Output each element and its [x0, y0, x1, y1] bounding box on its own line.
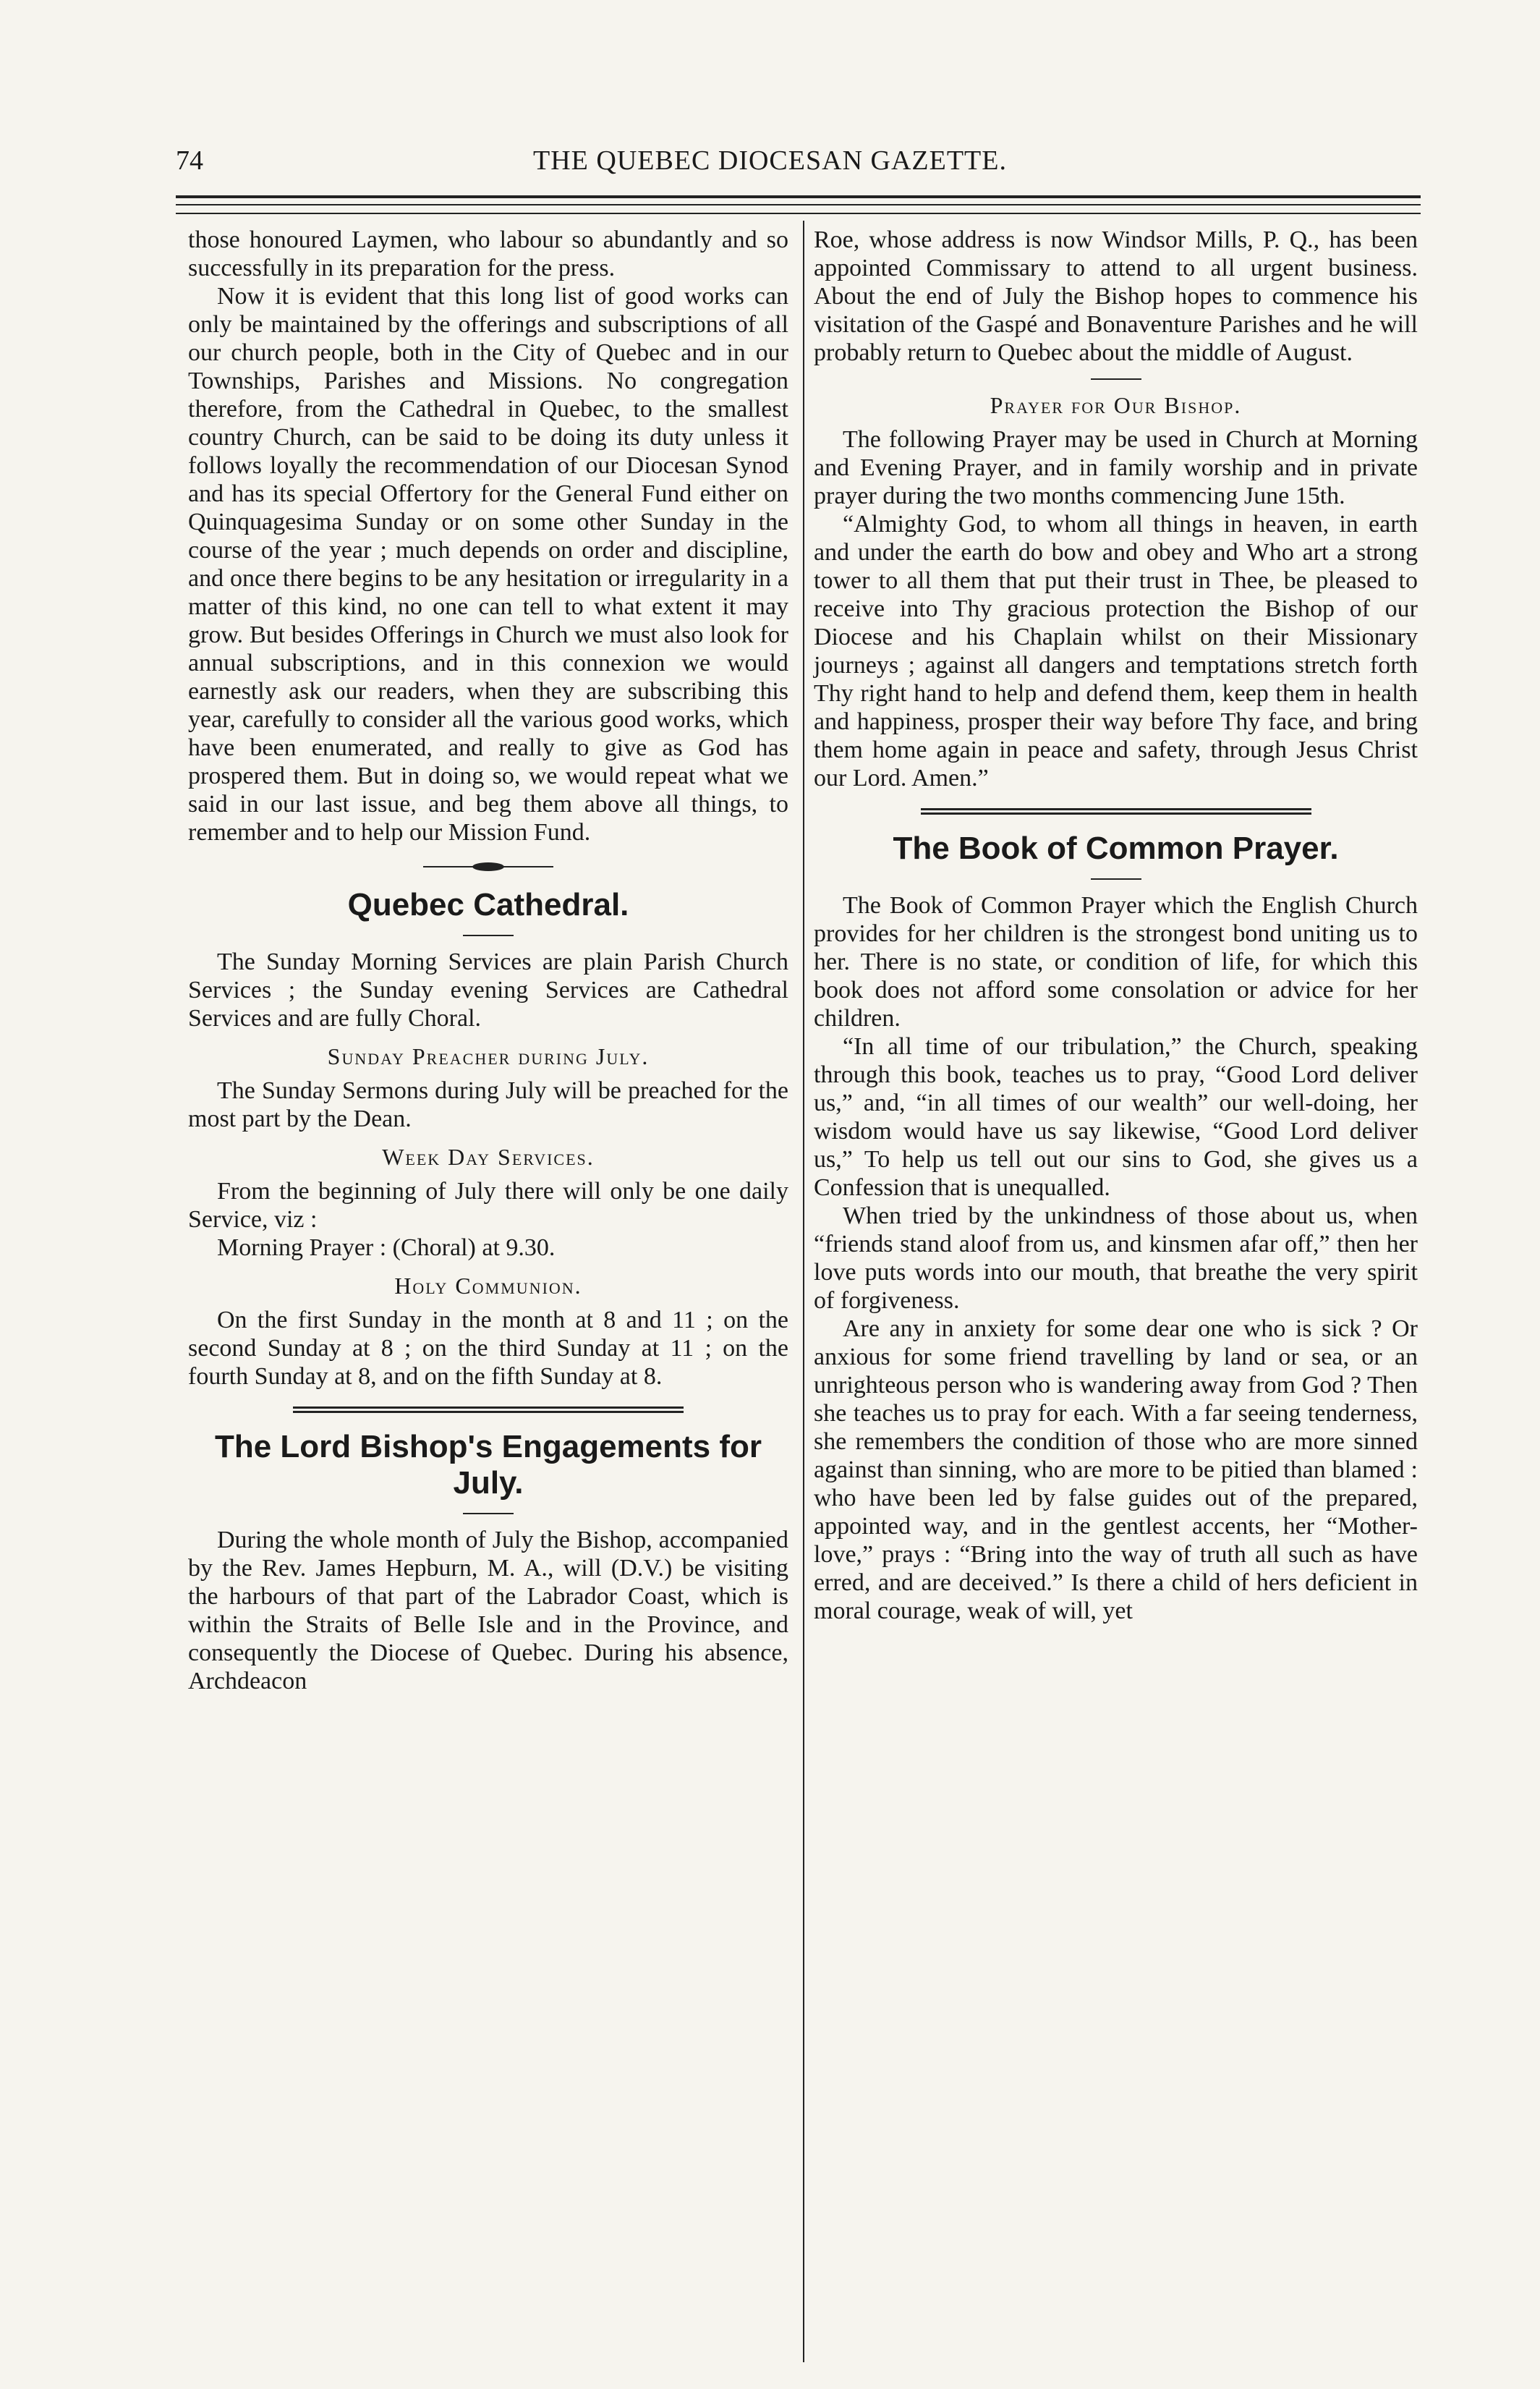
short-rule	[463, 1513, 514, 1514]
right-para-1: Roe, whose address is now Windsor Mills, P. Q., has been appointed Commissary to attend to all urgent business. About the end of July the Bishop hopes to commence his visitation of the Gaspé and Bonaventure Parishes and he will probably return to Quebec about the middle of August.	[814, 226, 1418, 366]
bcp-para-2: “In all time of our tribulation,” the Church, speaking through this book, teaches us to pray, “Good Lord deliver us,” and, “in all times of our wealth” our well-doing, her wisdom would have us say likewise, “Good Lord deliver us,” To help us tell out our sins to God, she gives us a Confession that is unequalled.	[814, 1033, 1418, 1201]
double-rule	[293, 1406, 684, 1413]
left-para-2: Now it is evident that this long list of good works can only be maintained by the offerings and subscriptions of all our church people, both in the City of Quebec and in our Townships, Parishes and Missions. No congregation therefore, from the Cathedral in Quebec, to the smallest country Church, can be said to be doing its duty unless it follows loyally the recommendation of our Diocesan Synod and has its special Offertory for the General Fund either on Quinquagesima Sunday or on some other Sunday in the course of the year ; much depends on order and discipline, and once there begins to be any hesitation or irregularity in a matter of this kind, no one can tell to what extent it may grow. But besides Offerings in Church we must also look for annual subscriptions, and in this connexion we would earnestly ask our readers, when they are subscribing this year, carefully to consider all the various good works, which have been enumerated, and really to give as God has prospered them. But in doing so, we would repeat what we said in our last issue, and beg them above all things, to remember and to help our Mission Fund.	[188, 283, 788, 846]
right-column	[814, 226, 1418, 1625]
bcp-heading: The Book of Common Prayer.	[893, 831, 1339, 866]
running-title: THE QUEBEC DIOCESAN GAZETTE.	[533, 145, 1007, 176]
left-column	[188, 226, 788, 1695]
short-rule	[1091, 378, 1141, 380]
weekday-subhead: Week Day Services.	[382, 1144, 595, 1170]
bishop-para: During the whole month of July the Bishop, accompanied by the Rev. James Hepburn, M. A., will (D.V.) be visiting the harbours of that part of the Labrador Coast, which is within the Straits of Belle Isle and in the Province, and consequently the Diocese of Quebec. During his absence, Archdeacon	[188, 1527, 788, 1694]
double-rule	[921, 808, 1311, 815]
short-rule	[1091, 878, 1141, 880]
prayer-subhead: Prayer for Our Bishop.	[990, 392, 1242, 418]
weekday-para: From the beginning of July there will only be one daily Service, viz :	[188, 1178, 788, 1233]
column-divider	[803, 221, 804, 2362]
communion-para: On the first Sunday in the month at 8 and 11 ; on the second Sunday at 8 ; on the third Sunday at 11 ; on the fourth Sunday at 8, and on the fifth Sunday at 8.	[188, 1307, 788, 1390]
weekday-service-line: Morning Prayer : (Choral) at 9.30.	[217, 1234, 556, 1261]
bcp-para-3: When tried by the unkindness of those about us, when “friends stand aloof from us, and kinsmen afar off,” then her love puts words into our mouth, that breathe the very spirit of forgiveness.	[814, 1202, 1418, 1314]
header-rule-2	[176, 204, 1421, 205]
short-rule	[463, 935, 514, 936]
preacher-subhead: Sunday Preacher during July.	[327, 1043, 650, 1069]
bcp-para-1: The Book of Common Prayer which the English Church provides for her children is the strongest bond uniting us to her. There is no state, or condition of life, for which this book does not afford some consolation or advice for her children.	[814, 892, 1418, 1032]
cathedral-heading: Quebec Cathedral.	[347, 887, 629, 922]
prayer-intro: The following Prayer may be used in Church at Morning and Evening Prayer, and in family worship and in private prayer during the two months commencing June 15th.	[814, 426, 1418, 509]
header-rule-3	[176, 213, 1421, 214]
communion-subhead: Holy Communion.	[394, 1273, 582, 1299]
cathedral-para: The Sunday Morning Services are plain Parish Church Services ; the Sunday evening Services are Cathedral Services and are fully Choral.	[188, 949, 788, 1032]
header-rule	[176, 195, 1421, 198]
left-para-1: those honoured Laymen, who labour so abundantly and so successfully in its preparation for the press.	[188, 226, 788, 281]
bishop-heading: The Lord Bishop's Engagements for July.	[214, 1429, 762, 1501]
bcp-para-4: Are any in anxiety for some dear one who is sick ? Or anxious for some friend travelling by land or sea, or an unrighteous person who is wandering away from God ? Then she teaches us to pray for each. With a far seeing tenderness, she remembers the condition of those who are more sinned against than sinning, who are more to be pitied than blamed : who have been led by false guides out of the prepared, appointed way, and in the gentlest accents, her “Mother-love,” prays : “Bring into the way of truth all such as have erred, and are deceived.” Is there a child of hers deficient in moral courage, weak of will, yet	[814, 1315, 1418, 1624]
prayer-text: “Almighty God, to whom all things in heaven, in earth and under the earth do bow and obey and Who art a strong tower to all them that put their trust in Thee, be pleased to receive into Thy gracious protection the Bishop of our Diocese and his Chaplain whilst on their Missionary journeys ; against all dangers and temptations stretch forth Thy right hand to help and defend them, keep them in health and happiness, prosper their way before Thy face, and bring them home again in peace and safety, through Jesus Christ our Lord. Amen.”	[814, 511, 1418, 792]
page-number: 74	[176, 145, 203, 176]
preacher-para: The Sunday Sermons during July will be preached for the most part by the Dean.	[188, 1077, 788, 1132]
ornament-divider	[423, 860, 553, 874]
